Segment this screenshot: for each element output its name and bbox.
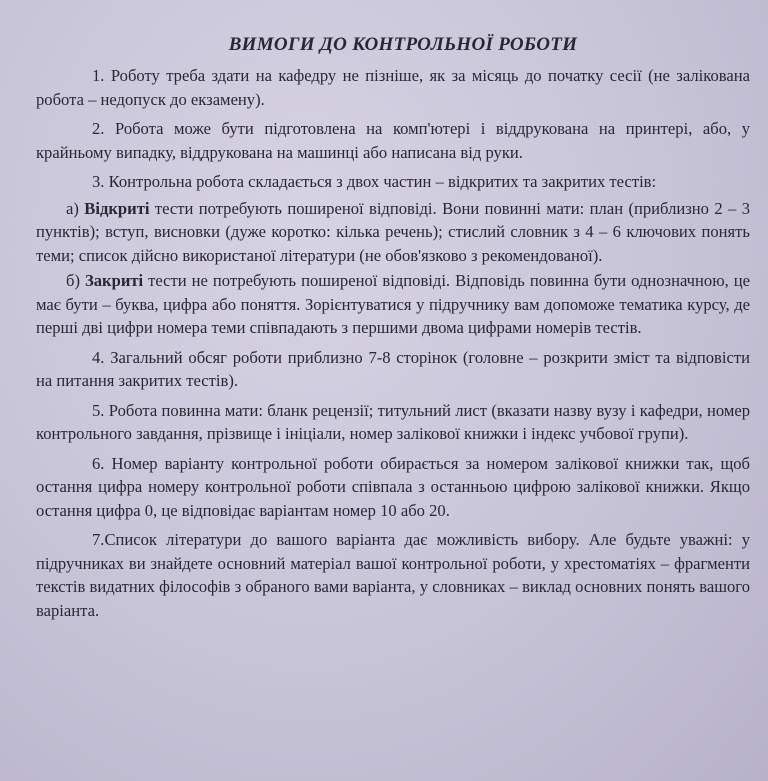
requirement-6: 6. Номер варіанту контрольної роботи обирається за номером залікової книжки так, щоб остання цифра номеру контрольної роботи співпала з останньою цифрою залікової книжки. Якщо остання цифра 0, це відповідає варіантам номер 10 або 20.	[36, 453, 750, 520]
item-b-prefix: б)	[66, 271, 85, 290]
requirement-3: 3. Контрольна робота складається з двох частин – відкритих та закритих тестів:	[92, 172, 657, 191]
requirement-5: 5. Робота повинна мати: бланк рецензії; титульний лист (вказати назву вузу і кафедри, номер контрольного завдання, прізвище і ініціали, номер залікової книжки і індекс учбової групи).	[36, 400, 750, 443]
requirement-2: 2. Робота може бути підготовлена на комп'ютері і віддрукована на принтері, або, у крайньому випадку, віддрукована на машинці або написана від руки.	[36, 119, 750, 162]
requirement-7: 7.Список літератури до вашого варіанта дає можливість вибору. Але будьте уважні: у підручниках ви знайдете основний матеріал вашої контрольної роботи, у хрестоматіях – фрагменти текстів видатних філософів з обраного вами варіанта, у словниках – виклад основних понять вашого варіанта.	[36, 530, 750, 620]
item-a-prefix: а)	[66, 198, 85, 218]
page-title: ВИМОГИ ДО КОНТРОЛЬНОЇ РОБОТИ	[228, 34, 578, 55]
requirement-1: 1. Роботу треба здати на кафедру не пізніше, як за місяць до початку сесії (не залікована робота – недопуск до екзамену).	[36, 66, 750, 109]
item-b-term: Закриті	[84, 271, 144, 290]
requirement-3a	[36, 197, 750, 268]
item-a-text: тести потребують поширеної відповіді. Вони повинні мати: план (приблизно 2 – 3 пунктів); вступ, висновки (дуже коротко: кілька речень); стислий словник з 4 – 6 ключових понять теми; список дійсно використаної літератури (не обов'язково з рекомендованої).	[36, 198, 750, 265]
item-a-term: Відкриті	[84, 198, 150, 218]
requirement-4: 4. Загальний обсяг роботи приблизно 7-8 сторінок (головне – розкрити зміст та відповісти на питання закритих тестів).	[36, 347, 750, 390]
item-b-text: тести не потребують поширеної відповіді. Відповідь повинна бути однозначною, це має бути – буква, цифра або поняття. Зорієнтуватися у підручнику вам допоможе тематика курсу, де перші дві цифри номера теми співпадають з першими двома цифрами номерів тестів.	[36, 271, 750, 337]
requirement-3b	[36, 269, 750, 340]
